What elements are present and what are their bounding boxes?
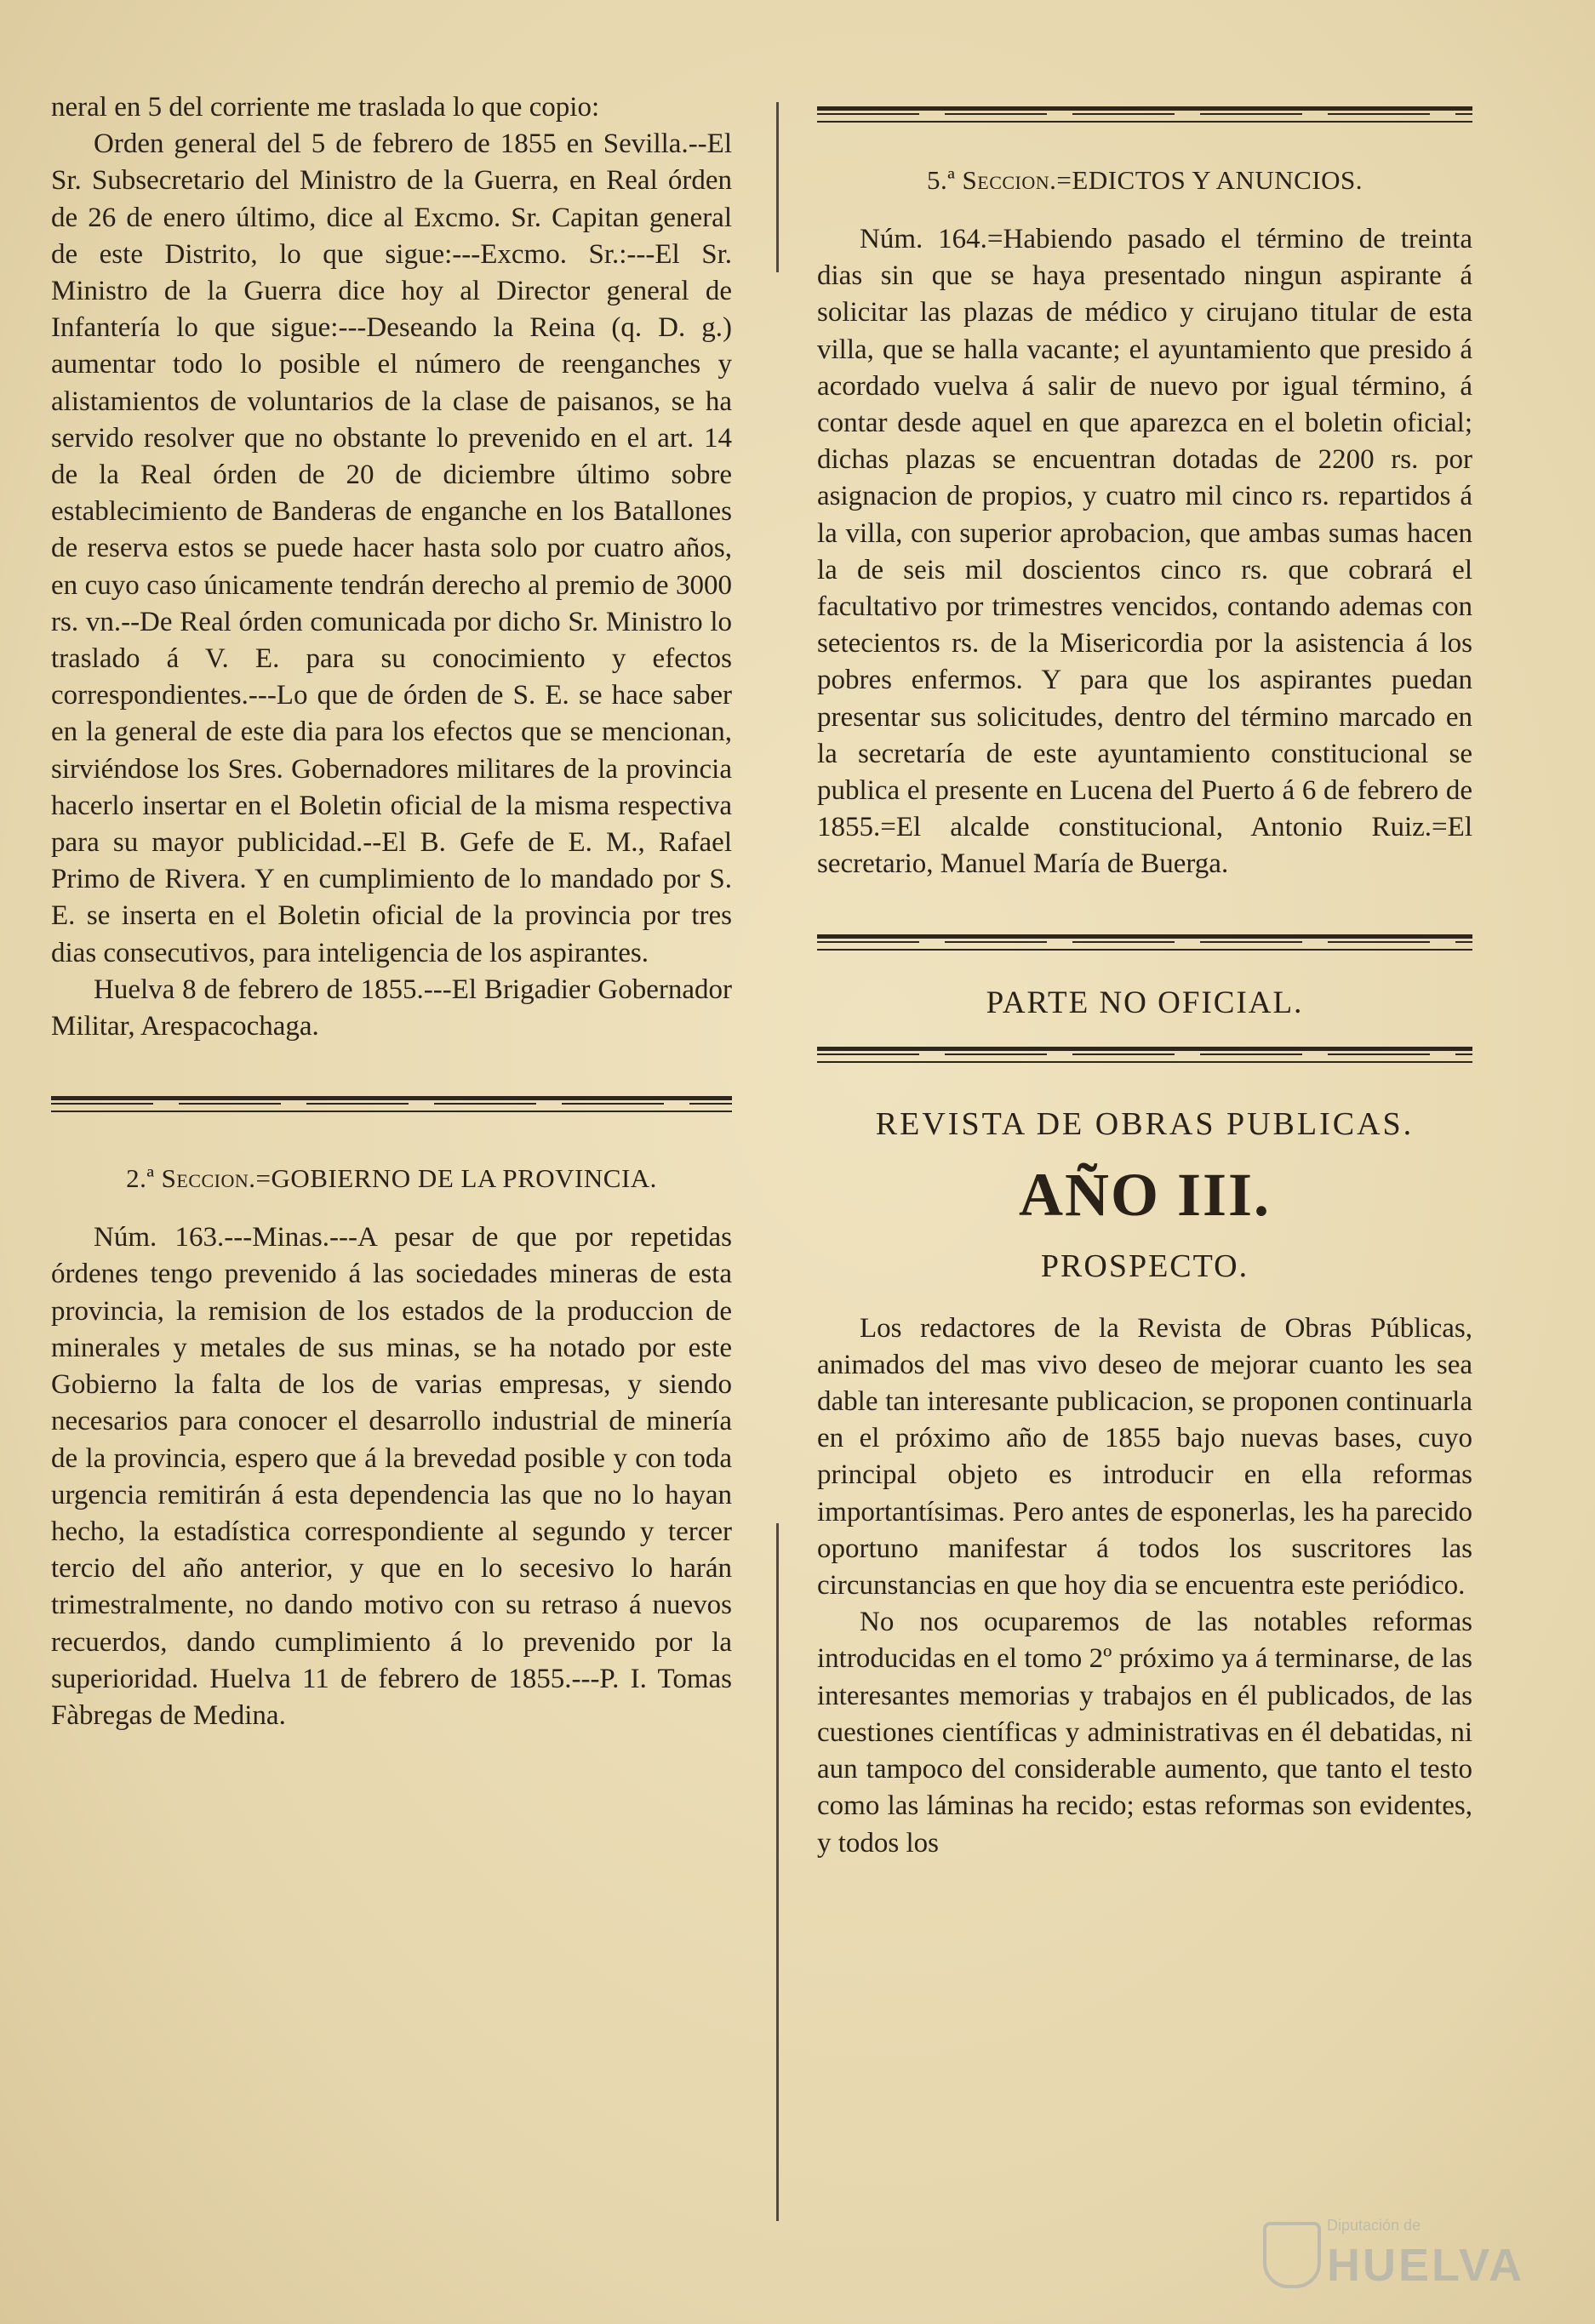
paragraph-signature: Huelva 8 de febrero de 1855.---El Brigadier Gobernador Militar, Arespacochaga. (51, 974, 732, 1042)
section-number: 2.ª (126, 1163, 155, 1194)
prospecto-title: PROSPECTO. (1040, 1248, 1249, 1284)
section-label: Seccion. (161, 1163, 256, 1194)
shield-icon (1263, 2222, 1321, 2288)
watermark-logo (1263, 2213, 1544, 2290)
column-divider-top (776, 102, 779, 272)
right-column (817, 115, 1472, 1862)
section-divider (817, 1047, 1472, 1063)
left-column (51, 89, 732, 1734)
top-divider (817, 106, 1472, 123)
paragraph-prospecto-2: No nos ocuparemos de las notables reformas introducidas en el tomo 2º próximo ya á terminarse, de las interesantes memorias y trabajos en él publicados, de las cuestiones científicas y administrativas en él debatidas, ni aun tampoco del considerable aumento, que tanto el testo como las láminas ha recido; estas reformas son evidentes, y todos los (817, 1607, 1472, 1859)
section-divider (51, 1096, 732, 1112)
watermark-text: HUELVA (1327, 2240, 1524, 2291)
parte-no-oficial-heading: PARTE NO OFICIAL. (986, 985, 1304, 1020)
paragraph-prospecto-1: Los redactores de la Revista de Obras Públicas, animados del mas vivo deseo de mejorar cuanto les sea dable tan interesante publicacion, se proponen continuarla en el próximo año de 1855 bajo nuevas bases, cuyo principal objeto es introducir en ella reformas importantísimas. Pero antes de esponerlas, les ha parecido oportuno manifestar á todos los suscritores las circunstancias en que hoy dia se encuentra este periódico. (817, 1312, 1472, 1602)
section-label: Seccion. (962, 165, 1057, 195)
section-title: =GOBIERNO DE LA PROVINCIA. (255, 1163, 657, 1194)
section-divider (817, 934, 1472, 951)
paragraph-intro: neral en 5 del corriente me traslada lo que copio: (51, 92, 600, 123)
section-number: 5.ª (926, 165, 956, 195)
section-heading-edictos (817, 165, 1472, 196)
column-divider-bottom (776, 1523, 779, 2221)
section-title: =EDICTOS Y ANUNCIOS. (1056, 165, 1363, 195)
revista-title: REVISTA DE OBRAS PUBLICAS. (875, 1105, 1415, 1142)
ano-title: AÑO III. (1018, 1160, 1272, 1229)
section-heading-gobierno (51, 1163, 732, 1194)
paragraph-orden-general: Orden general del 5 de febrero de 1855 en Sevilla.--El Sr. Subsecretario del Ministro de la Guerra, en Real órden de 26 de enero último, dice al Excmo. Sr. Capitan general de este Distrito, lo que sigue:---Excmo. Sr.:---El Sr. Ministro de la Guerra dice hoy al Director general de Infantería lo que sigue:---Deseando la Reina (q. D. g.) aumentar todo lo posible el número de reenganches y alistamientos de voluntarios de la clase de paisanos, se ha servido resolver que no obstante lo prevenido en el art. 14 de la Real órden de 20 de diciembre último sobre establecimiento de Banderas de enganche en los Batallones de reserva estos se puede hacer hasta solo por cuatro años, en cuyo caso únicamente tendrán derecho al premio de 3000 rs. vn.--De Real órden comunicada por dicho Sr. Ministro lo traslado á V. E. para su conocimiento y efectos correspondientes.---Lo que de órden de S. E. se hace saber en la general de este dia para los efectos que se mencionan, sirviéndose los Sres. Gobernadores militares de la provincia hacerlo insertar en el Boletin oficial de la misma respectiva para su mayor publicidad.--El B. Gefe de E. M., Rafael Primo de Rivera. Y en cumplimiento de lo mandado por S. E. se inserta en el Boletin oficial de la provincia por tres dias consecutivos, para inteligencia de los aspirantes. (51, 128, 732, 968)
paragraph-edicto: Núm. 164.=Habiendo pasado el término de treinta dias sin que se haya presentado ningun aspirante á solicitar las plazas de médico y cirujano titular de esta villa, que se halla vacante; el ayuntamiento que presido á acordado vuelva á salir de nuevo por igual término, á contar desde aquel en que aparezca en el boletin oficial; dichas plazas se encuentran dotadas de 2200 rs. por asignacion de propios, y cuatro mil cinco rs. repartidos á la villa, con superior aprobacion, que ambas sumas hacen la de seis mil doscientos cinco rs. que cobrará el facultativo por trimestres vencidos, contando ademas con setecientos rs. de la Misericordia por la asistencia á los pobres enfermos. Y para que los aspirantes puedan presentar sus solicitudes, dentro del término marcado en la secretaría de este ayuntamiento constitucional se publica el presente en Lucena del Puerto á 6 de febrero de 1855.=El alcalde constitucional, Antonio Ruiz.=El secretario, Manuel María de Buerga. (817, 224, 1472, 880)
watermark-small-text: Diputación de (1327, 2217, 1421, 2234)
paragraph-minas: Núm. 163.---Minas.---A pesar de que por repetidas órdenes tengo prevenido á las sociedades mineras de esta provincia, la remision de los estados de la produccion de minerales y metales de sus minas, se ha notado por este Gobierno la falta de los de varias empresas, y siendo necesarios para conocer el desarrollo industrial de minería de la provincia, espero que á la brevedad posible y con toda urgencia remitirán á esta dependencia las que no lo hayan hecho, la estadística correspondiente al segundo y tercer tercio del año anterior, y que en lo secesivo lo harán trimestralmente, no dando motivo con su retraso á nuevos recuerdos, dando cumplimiento á lo prevenido por la superioridad. Huelva 11 de febrero de 1855.---P. I. Tomas Fàbregas de Medina. (51, 1222, 732, 1731)
